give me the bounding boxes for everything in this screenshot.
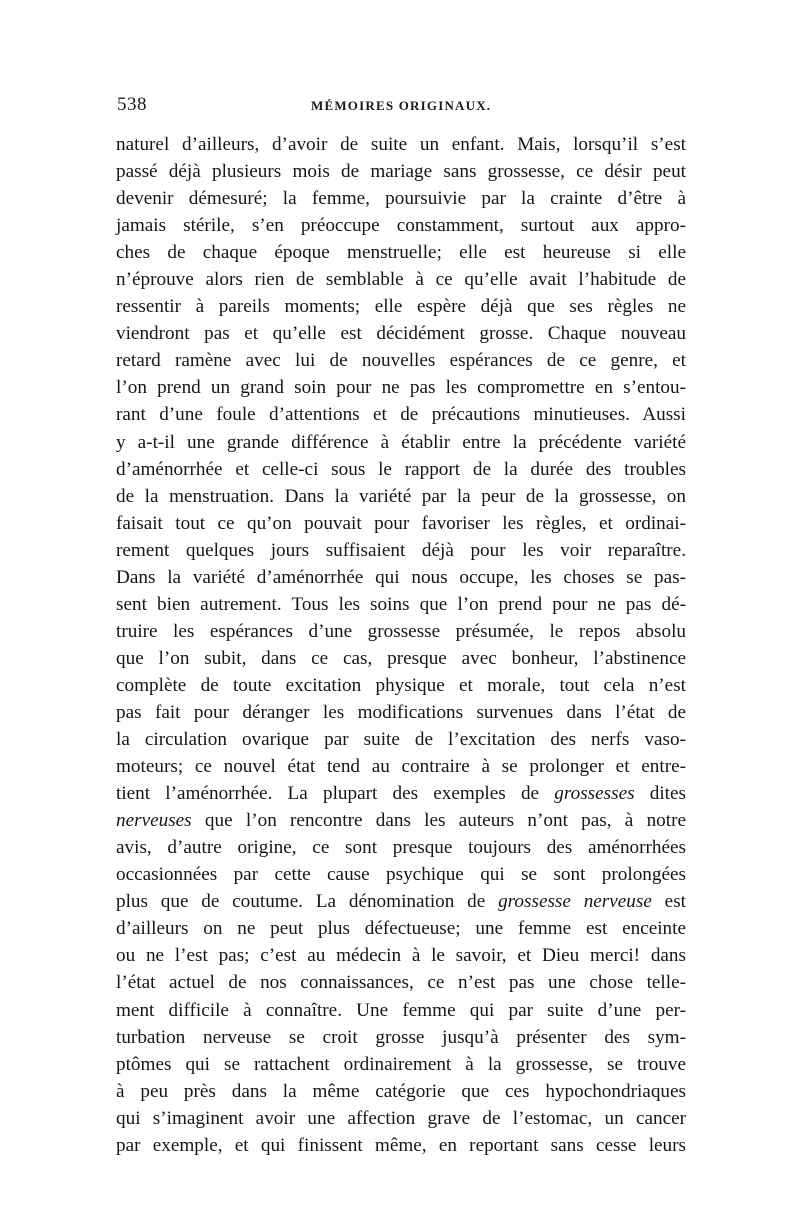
text-segment: à peu près dans la même catégorie que ces hypochondriaques (116, 1080, 686, 1102)
text-line (116, 429, 686, 456)
text-segment: naturel d’ailleurs, d’avoir de suite un enfant. Mais, lorsqu’il s’est (116, 134, 686, 155)
text-segment: jamais stérile, s’en préoccupe constamment, surtout aux appro- (116, 215, 686, 237)
text-segment: faisait tout ce qu’on pouvait pour favoriser les règles, et ordinai- (116, 512, 686, 534)
text-segment: ressentir à pareils moments; elle espère déjà que ses règles ne (116, 296, 686, 318)
text-line (116, 266, 686, 293)
text-line (116, 834, 686, 861)
text-segment: ptômes qui se rattachent ordinairement à la grossesse, se trouve (116, 1053, 686, 1075)
running-title: MÉMOIRES ORIGINAUX. (311, 98, 492, 113)
text-line (116, 699, 686, 726)
text-segment: viendront pas et qu’elle est décidément grosse. Chaque nouveau (116, 323, 686, 345)
text-line (116, 1132, 686, 1159)
text-segment: l’on prend un grand soin pour ne pas les compromettre en s’entou- (116, 377, 686, 399)
text-line (116, 807, 686, 834)
page-number: 538 (117, 94, 147, 115)
text-segment: rement quelques jours suffisaient déjà pour les voir reparaître. (116, 539, 686, 561)
text-segment: turbation nerveuse se croit grosse jusqu’à présenter des sym- (116, 1026, 686, 1048)
text-line (116, 537, 686, 564)
text-line (116, 726, 686, 753)
text-segment: la circulation ovarique par suite de l’excitation des nerfs vaso- (116, 729, 686, 751)
text-segment: d’ailleurs on ne peut plus défectueuse; une femme est enceinte (116, 918, 686, 940)
text-segment: que l’on subit, dans ce cas, presque avec bonheur, l’abstinence (116, 647, 686, 669)
italic-text: grossesse nerveuse (498, 891, 652, 913)
text-line (116, 915, 686, 942)
text-segment: retard ramène avec lui de nouvelles espérances de ce genre, et (116, 350, 686, 372)
italic-text: nerveuses (116, 810, 192, 832)
text-line (116, 753, 686, 780)
text-line (116, 1024, 686, 1051)
text-line (116, 942, 686, 969)
text-segment: truire les espérances d’une grossesse présumée, le repos absolu (116, 620, 686, 642)
text-segment: d’aménorrhée et celle-ci sous le rapport de la durée des troubles (116, 458, 686, 480)
text-segment: l’état actuel de nos connaissances, ce n’est pas une chose telle- (116, 972, 686, 994)
text-line (116, 131, 686, 158)
text-segment: avis, d’autre origine, ce sont presque toujours des aménorrhées (116, 837, 686, 859)
text-line (116, 780, 686, 807)
text-line (116, 591, 686, 618)
text-segment: dites (634, 783, 686, 805)
text-segment: rant d’une foule d’attentions et de précautions minutieuses. Aussi (116, 404, 686, 426)
text-line (116, 969, 686, 996)
text-line (116, 158, 686, 185)
text-segment: que l’on rencontre dans les auteurs n’ont pas, à notre (191, 810, 686, 832)
text-segment: n’éprouve alors rien de semblable à ce qu’elle avait l’habitude de (116, 269, 686, 291)
text-line (116, 374, 686, 401)
text-segment: pas fait pour déranger les modifications survenues dans l’état de (116, 701, 686, 723)
body-text (116, 131, 686, 1159)
text-segment: moteurs; ce nouvel état tend au contraire à se prolonger et entre- (116, 756, 686, 778)
text-line (116, 1105, 686, 1132)
text-segment: occasionnées par cette cause psychique qui se sont prolongées (116, 864, 686, 886)
text-segment: complète de toute excitation physique et morale, tout cela n’est (116, 674, 686, 696)
text-segment: sent bien autrement. Tous les soins que l’on prend pour ne pas dé- (116, 593, 686, 615)
text-segment: ches de chaque époque menstruelle; elle est heureuse si elle (116, 242, 686, 264)
text-segment: passé déjà plusieurs mois de mariage sans grossesse, ce désir peut (116, 161, 686, 183)
text-segment: de la menstruation. Dans la variété par la peur de la grossesse, on (116, 485, 686, 507)
italic-text: grossesses (554, 783, 635, 805)
text-segment: ou ne l’est pas; c’est au médecin à le savoir, et Dieu merci! dans (116, 945, 686, 967)
text-line (116, 185, 686, 212)
text-line (116, 672, 686, 699)
text-line (116, 888, 686, 915)
text-line (116, 212, 686, 239)
text-segment: y a-t-il une grande différence à établir entre la précédente variété (116, 431, 686, 453)
text-line (116, 456, 686, 483)
text-line (116, 510, 686, 537)
text-line (116, 564, 686, 591)
text-line (116, 483, 686, 510)
text-segment: par exemple, et qui finissent même, en reportant sans cesse leurs (116, 1134, 686, 1156)
text-line (116, 1078, 686, 1105)
text-segment: Dans la variété d’aménorrhée qui nous occupe, les choses se pas- (116, 566, 686, 588)
text-segment: plus que de coutume. La dénomination de (116, 891, 499, 913)
text-line (116, 645, 686, 672)
text-segment: ment difficile à connaître. Une femme qui par suite d’une per- (116, 999, 686, 1021)
text-line (116, 401, 686, 428)
text-line (116, 347, 686, 374)
text-line (116, 861, 686, 888)
text-line (116, 239, 686, 266)
text-segment: qui s’imaginent avoir une affection grave de l’estomac, un cancer (116, 1107, 686, 1129)
text-line (116, 997, 686, 1024)
text-segment: tient l’aménorrhée. La plupart des exemples de (116, 783, 555, 805)
running-head (117, 94, 685, 116)
text-line (116, 1051, 686, 1078)
text-line (116, 320, 686, 347)
text-segment: devenir démesuré; la femme, poursuivie par la crainte d’être à (116, 188, 686, 210)
text-line (116, 618, 686, 645)
text-line (116, 293, 686, 320)
text-segment: est (651, 891, 686, 913)
